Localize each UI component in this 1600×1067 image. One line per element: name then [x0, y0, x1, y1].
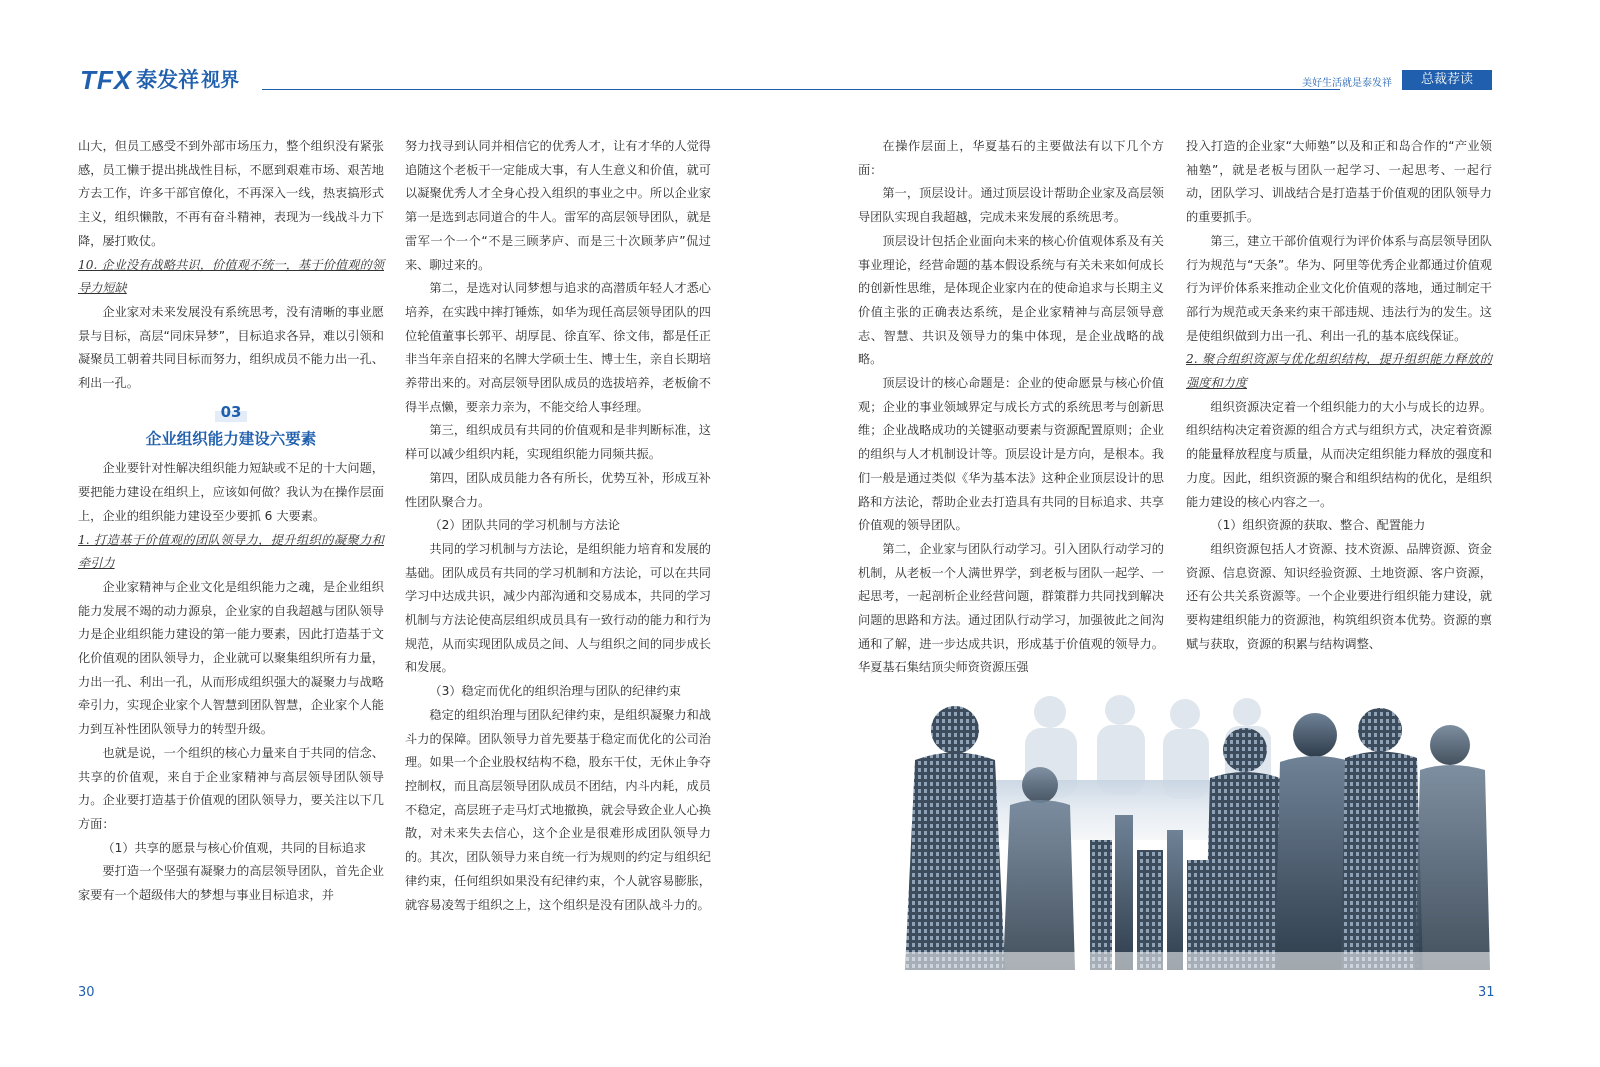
logo-tfx-text: TFX: [80, 65, 133, 95]
logo-name-text: 泰发祥: [136, 68, 200, 92]
paragraph: 要打造一个坚强有凝聚力的高层领导团队，首先企业家要有一个超级伟大的梦想与事业目标追求，并: [78, 864, 384, 903]
column-3: [858, 135, 1164, 680]
paragraph: 第一，顶层设计。通过顶层设计帮助企业家及高层领导团队实现自我超越，完成未来发展的系统思考。: [858, 186, 1164, 225]
section-header: [78, 402, 384, 454]
numbered-point: （1）共享的愿景与核心价值观，共同的目标追求: [102, 840, 367, 855]
section-title: 企业组织能力建设六要素: [145, 430, 317, 449]
paragraph: 第四，团队成员能力各有所长，优势互补，形成互补性团队聚合力。: [405, 470, 711, 509]
section-number: 03: [215, 402, 248, 422]
paragraph: 投入打造的企业家“大师塾”以及和正和岛合作的“产业领袖塾”，就是老板与团队一起学习、一起思考、一起行动，团队学习、训战结合是打造基于价值观的团队领导力的重要抓手。: [1186, 139, 1492, 225]
paragraph: 企业要针对性解决组织能力短缺或不足的十大问题，要把能力建设在组织上，应该如何做？我认为在操作层面上，企业的组织能力建设至少要抓 6 大要素。: [78, 461, 384, 523]
paragraph: 山大，但员工感受不到外部市场压力，整个组织没有紧张感，员工懒于提出挑战性目标，不愿到艰难市场、艰苦地方去工作，许多干部官僚化，不再深入一线，热衷搞形式主义，组织懒散，不再有奋斗精神，表现为一线战斗力下降，屡打败仗。: [78, 139, 384, 248]
paragraph: 第二，是选对认同梦想与追求的高潜质年轻人才悉心培养，在实践中摔打锤炼，如华为现任高层领导团队的四位轮值董事长郭平、胡厚昆、徐直军、徐文伟，都是任正非当年亲自招来的名牌大学硕士生、博士生，亲自长期培养带出来的。对高层领导团队成员的选拔培养，老板偷不得半点懒，要亲力亲为，不能交给人事经理。: [405, 281, 711, 414]
paragraph: 稳定的组织治理与团队纪律约束，是组织凝聚力和战斗力的保障。团队领导力首先要基于稳定而优化的公司治理。如果一个企业股权结构不稳，股东干仗，无休止争夺控制权，而且高层领导团队成员不团结，内斗内耗，成员不稳定，高层班子走马灯式地撤换，就会导致企业人心换散，对未来失去信心，这个企业是很难形成团队领导力的。其次，团队领导力来自统一行为规则的约定与组织纪律约束，任何组织如果没有纪律约束，个人就容易膨胀，就容易凌驾于组织之上，这个组织是没有团队战斗力的。: [405, 707, 711, 912]
subheading-2: 2. 聚合组织资源与优化组织结构，提升组织能力释放的强度和力度: [1186, 352, 1492, 391]
tfx-logo: [80, 66, 239, 94]
paragraph: 企业家对未来发展没有系统思考，没有清晰的事业愿景与目标，高层“同床异梦”，目标追求各异，难以引领和凝聚员工朝着共同目标而努力，组织成员不能力出一孔、利出一孔。: [78, 304, 384, 391]
page-number-left: 30: [78, 985, 95, 1000]
subheading-1: 1. 打造基于价值观的团队领导力，提升组织的凝聚力和牵引力: [78, 532, 384, 571]
paragraph: 努力找寻到认同并相信它的优秀人才，让有才华的人觉得追随这个老板干一定能成大事，有人生意义和价值，就可以凝聚优秀人才全身心投入组织的事业之中。所以企业家第一是选到志同道合的牛人。雷军的高层领导团队，就是雷军一个一个“不是三顾茅庐、而是三十次顾茅庐”侃过来、聊过来的。: [405, 139, 711, 272]
paragraph: 第二，企业家与团队行动学习。引入团队行动学习的机制，从老板一个人满世界学，到老板与团队一起学、一起思考，一起剖析企业经营问题，群策群力共同找到解决问题的思路和方法。通过团队行动学习，加强彼此之间沟通和了解，进一步达成共识，形成基于价值观的领导力。华夏基石集结顶尖师资资源压强: [858, 541, 1164, 675]
paragraph: 第三，建立干部价值观行为评价体系与高层领导团队行为规范与“天条”。华为、阿里等优秀企业都通过价值观行为评价体系来推动企业文化价值观的落地，通过制定干部行为规范或天条来约束干部违规、违法行为的发生。这是使组织做到力出一孔、利出一孔的基本底线保证。: [1186, 233, 1492, 343]
column-1: [78, 135, 384, 908]
numbered-point: （2）团队共同的学习机制与方法论: [429, 518, 620, 533]
paragraph: 顶层设计的核心命题是：企业的使命愿景与核心价值观；企业的事业领域界定与成长方式的系统思考与创新思维；企业战略成功的关键驱动要素与资源配置原则；企业的组织与人才机制设计等。顶层设计是方向，是根本。我们一般是通过类似《华为基本法》这种企业顶层设计的思路和方法论，帮助企业去打造具有共同的目标追求、共享价值观的领导团队。: [858, 376, 1164, 533]
subheading-10: 10. 企业没有战略共识，价值观不统一，基于价值观的领导力短缺: [78, 257, 384, 296]
paragraph: 组织资源包括人才资源、技术资源、品牌资源、资金资源、信息资源、知识经验资源、土地资源、客户资源，还有公共关系资源等。一个企业要进行组织能力建设，就要构建组织能力的资源池，构筑组织资本优势。资源的禀赋与获取，资源的积累与结构调整、: [1186, 541, 1492, 651]
column-2: [405, 135, 711, 917]
paragraph: 第三，组织成员有共同的价值观和是非判断标准，这样可以减少组织内耗，实现组织能力同频共振。: [405, 423, 711, 462]
page-number-right: 31: [1478, 985, 1495, 1000]
logo-vision-text: 视界: [201, 69, 240, 91]
section-tag: 总裁荐读: [1402, 70, 1492, 90]
team-skyline-illustration: [875, 690, 1495, 970]
header-divider: [262, 89, 1340, 90]
paragraph: 在操作层面上，华夏基石的主要做法有以下几个方面：: [858, 139, 1164, 177]
numbered-point: （3）稳定而优化的组织治理与团队的纪律约束: [429, 684, 681, 699]
paragraph: 共同的学习机制与方法论，是组织能力培育和发展的基础。团队成员有共同的学习机制和方法论，可以在共同学习中达成共识，减少内部沟通和交易成本，共同的学习机制与方法论使高层组织成员具有一致行动的能力和行为规范，从而实现团队成员之间、人与组织之间的同步成长和发展。: [405, 541, 711, 675]
page-header: [0, 0, 1600, 100]
column-4: [1186, 135, 1492, 656]
numbered-point: （1）组织资源的获取、整合、配置能力: [1210, 518, 1426, 533]
paragraph: 顶层设计包括企业面向未来的核心价值观体系及有关事业理论，经营命题的基本假设系统与有关未来如何成长的创新性思维，是体现企业家内在的使命追求与长期主义价值主张的正确表达系统，是企业家精神与高层领导意志、智慧、共识及领导力的集中体现，是企业战略的战略。: [858, 233, 1164, 367]
header-slogan: 美好生活就是泰发祥: [1302, 78, 1392, 89]
paragraph: 企业家精神与企业文化是组织能力之魂，是企业组织能力发展不竭的动力源泉，企业家的自我超越与团队领导力是企业组织能力建设的第一能力要素，因此打造基于文化价值观的团队领导力，企业就可以聚集组织所有力量，力出一孔、利出一孔，从而形成组织强大的凝聚力与战略牵引力，实现企业家个人智慧到团队智慧，企业家个人能力到互补性团队领导力的转型升级。: [78, 579, 384, 737]
paragraph: 组织资源决定着一个组织能力的大小与成长的边界。组织结构决定着资源的组合方式与组织方式，决定着资源的能量释放程度与质量，从而决定组织能力释放的强度和力度。因此，组织资源的聚合和组织结构的优化，是组织能力建设的核心内容之一。: [1186, 399, 1492, 509]
paragraph: 也就是说，一个组织的核心力量来自于共同的信念、共享的价值观，来自于企业家精神与高层领导团队领导力。企业要打造基于价值观的团队领导力，要关注以下几方面：: [78, 745, 384, 831]
